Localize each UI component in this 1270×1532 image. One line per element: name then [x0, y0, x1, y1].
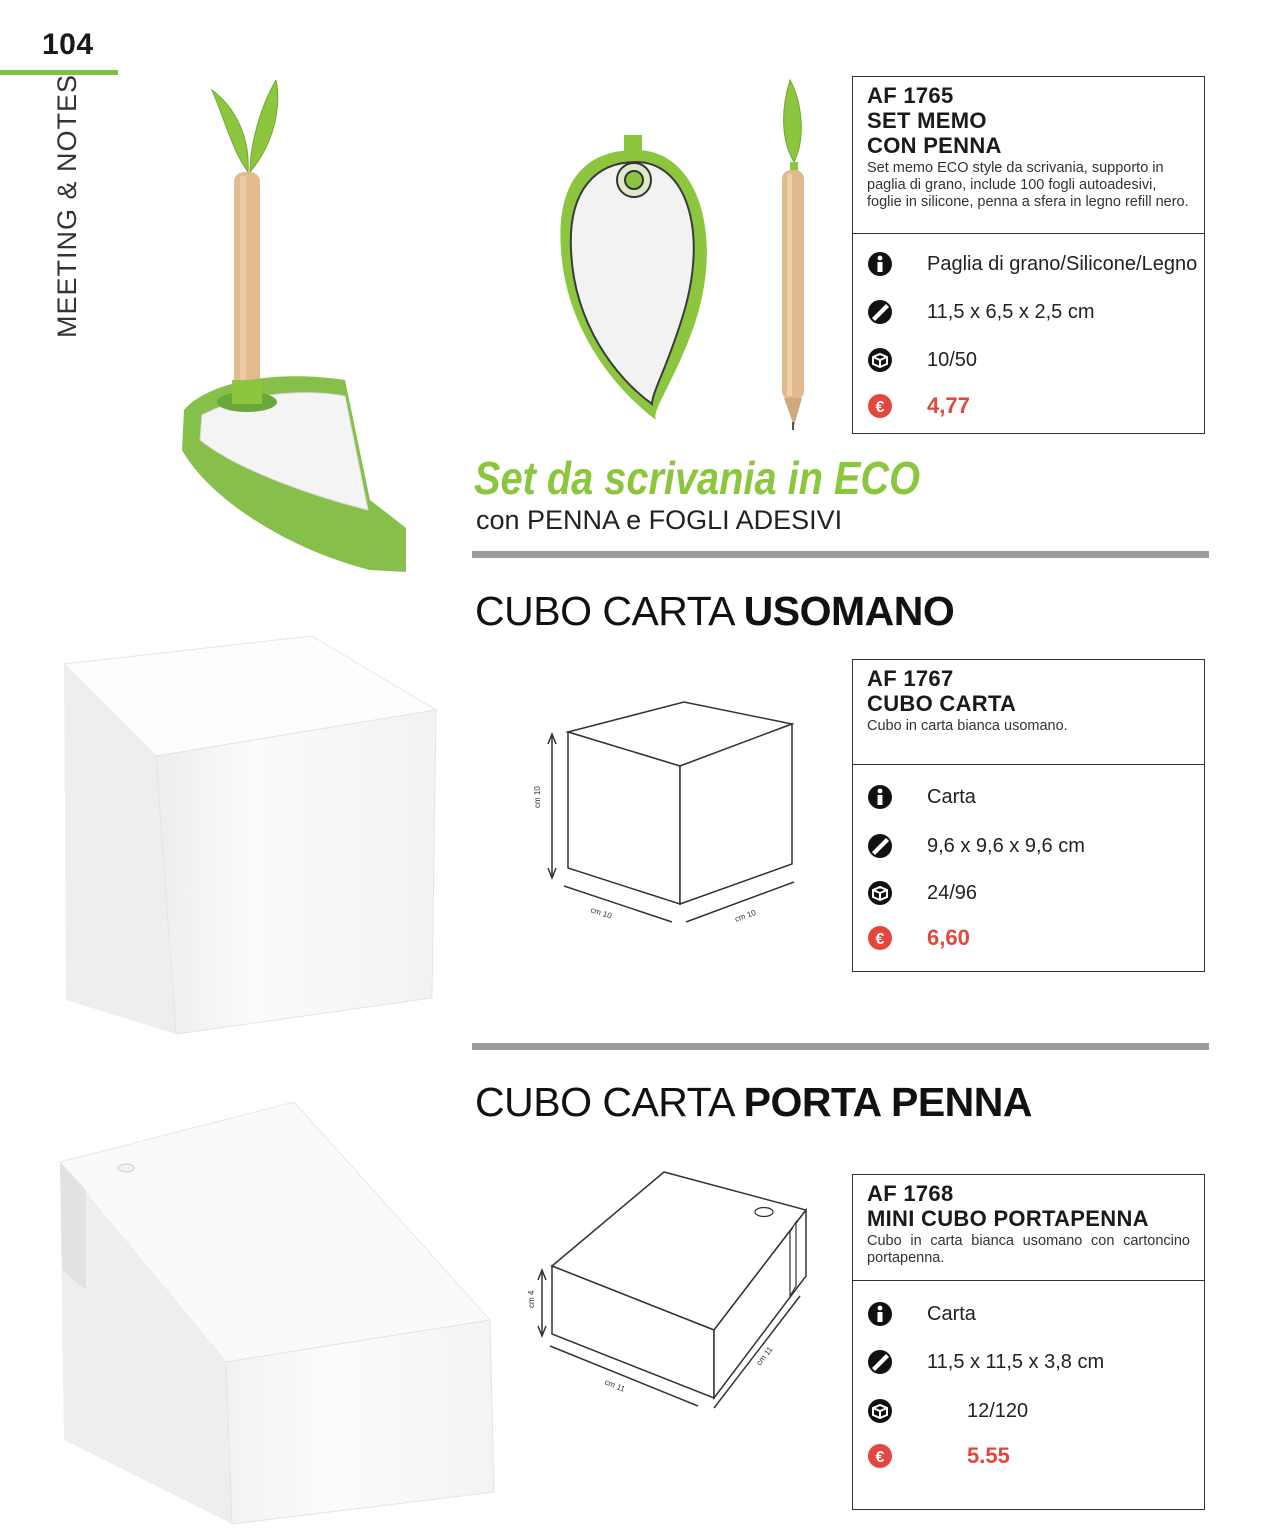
spec-size: 9,6 x 9,6 x 9,6 cm: [867, 831, 1085, 861]
product-name: MINI CUBO PORTAPENNA: [867, 1206, 1149, 1231]
spec-packing: 24/96: [867, 878, 977, 908]
product-description: Cubo in carta bianca usomano con cartoncino portapenna.: [867, 1233, 1190, 1266]
page-number: 104: [42, 28, 94, 61]
category-label: MEETING & NOTES: [52, 73, 82, 338]
pen-photo: [768, 72, 818, 432]
penholder-cube-photo: [56, 1100, 496, 1530]
dim-label-width: cm 10: [589, 905, 613, 921]
product-description: Cubo in carta bianca usomano.: [867, 718, 1068, 734]
product-name: SET MEMO: [867, 108, 987, 133]
product-name-line2: CON PENNA: [867, 133, 1002, 158]
product-description: Set memo ECO style da scrivania, supporto in paglia di grano, include 100 fogli autoadesivi, foglie in silicone, penna a sfera in legno refill nero.: [867, 160, 1189, 210]
spec-price: € 4,77: [867, 391, 970, 421]
ruler-icon: [867, 833, 893, 859]
section-title-porta-penna: CUBO CARTA PORTA PENNA: [475, 1079, 1033, 1125]
box-divider: [853, 1280, 1204, 1281]
spec-packing: 10/50: [867, 345, 977, 375]
info-icon: [867, 251, 893, 277]
ruler-icon: [867, 299, 893, 325]
product-code: AF 1765: [867, 83, 954, 108]
info-icon: [867, 1301, 893, 1327]
memo-pad-photo: [556, 130, 716, 430]
product-info-box: [852, 1174, 1205, 1510]
box-icon: [867, 880, 893, 906]
spec-material: Carta: [867, 1299, 976, 1329]
cube-dimension-diagram: [524, 696, 804, 936]
box-icon: [867, 347, 893, 373]
svg-text:Set da scrivania in ECO: Set da scrivania in ECO: [474, 452, 921, 504]
dim-label-width: cm 11: [603, 1377, 627, 1394]
svg-text:€: €: [875, 1449, 885, 1466]
product-name: CUBO CARTA: [867, 691, 1017, 716]
spec-price: € 6,60: [867, 923, 970, 953]
section-divider: [472, 1043, 1209, 1050]
paper-cube-photo: [60, 636, 440, 1036]
euro-icon: [867, 925, 893, 951]
spec-material: Paglia di grano/Silicone/Legno: [867, 249, 1197, 279]
spec-size: 11,5 x 11,5 x 3,8 cm: [867, 1347, 1104, 1377]
product-info-box: [852, 76, 1205, 434]
product-code: AF 1767: [867, 666, 954, 691]
product-info-box: [852, 659, 1205, 972]
svg-text:€: €: [875, 931, 885, 948]
euro-icon: [867, 1443, 893, 1469]
euro-icon: [867, 393, 893, 419]
spec-material: Carta: [867, 782, 976, 812]
box-divider: [853, 233, 1204, 234]
eco-subtitle: con PENNA e FOGLI ADESIVI: [476, 505, 843, 535]
section-divider: [472, 551, 1209, 558]
penholder-dimension-diagram: [524, 1166, 814, 1416]
ruler-icon: [867, 1349, 893, 1375]
info-icon: [867, 784, 893, 810]
svg-text:€: €: [875, 399, 885, 416]
memo-set-photo: [170, 80, 420, 580]
dim-label-depth: cm 10: [733, 907, 758, 924]
section-title-usomano: CUBO CARTA USOMANO: [475, 588, 955, 634]
dim-label-height: cm 10: [533, 786, 542, 808]
dim-label-depth: cm 11: [754, 1344, 775, 1368]
spec-size: 11,5 x 6,5 x 2,5 cm: [867, 297, 1095, 327]
box-divider: [853, 764, 1204, 765]
product-code: AF 1768: [867, 1181, 954, 1206]
eco-tagline: [472, 442, 952, 508]
spec-price: € 5.55: [867, 1441, 1010, 1471]
box-icon: [867, 1398, 893, 1424]
spec-packing: 12/120: [867, 1396, 1028, 1426]
dim-label-height: cm 4: [527, 1290, 536, 1308]
